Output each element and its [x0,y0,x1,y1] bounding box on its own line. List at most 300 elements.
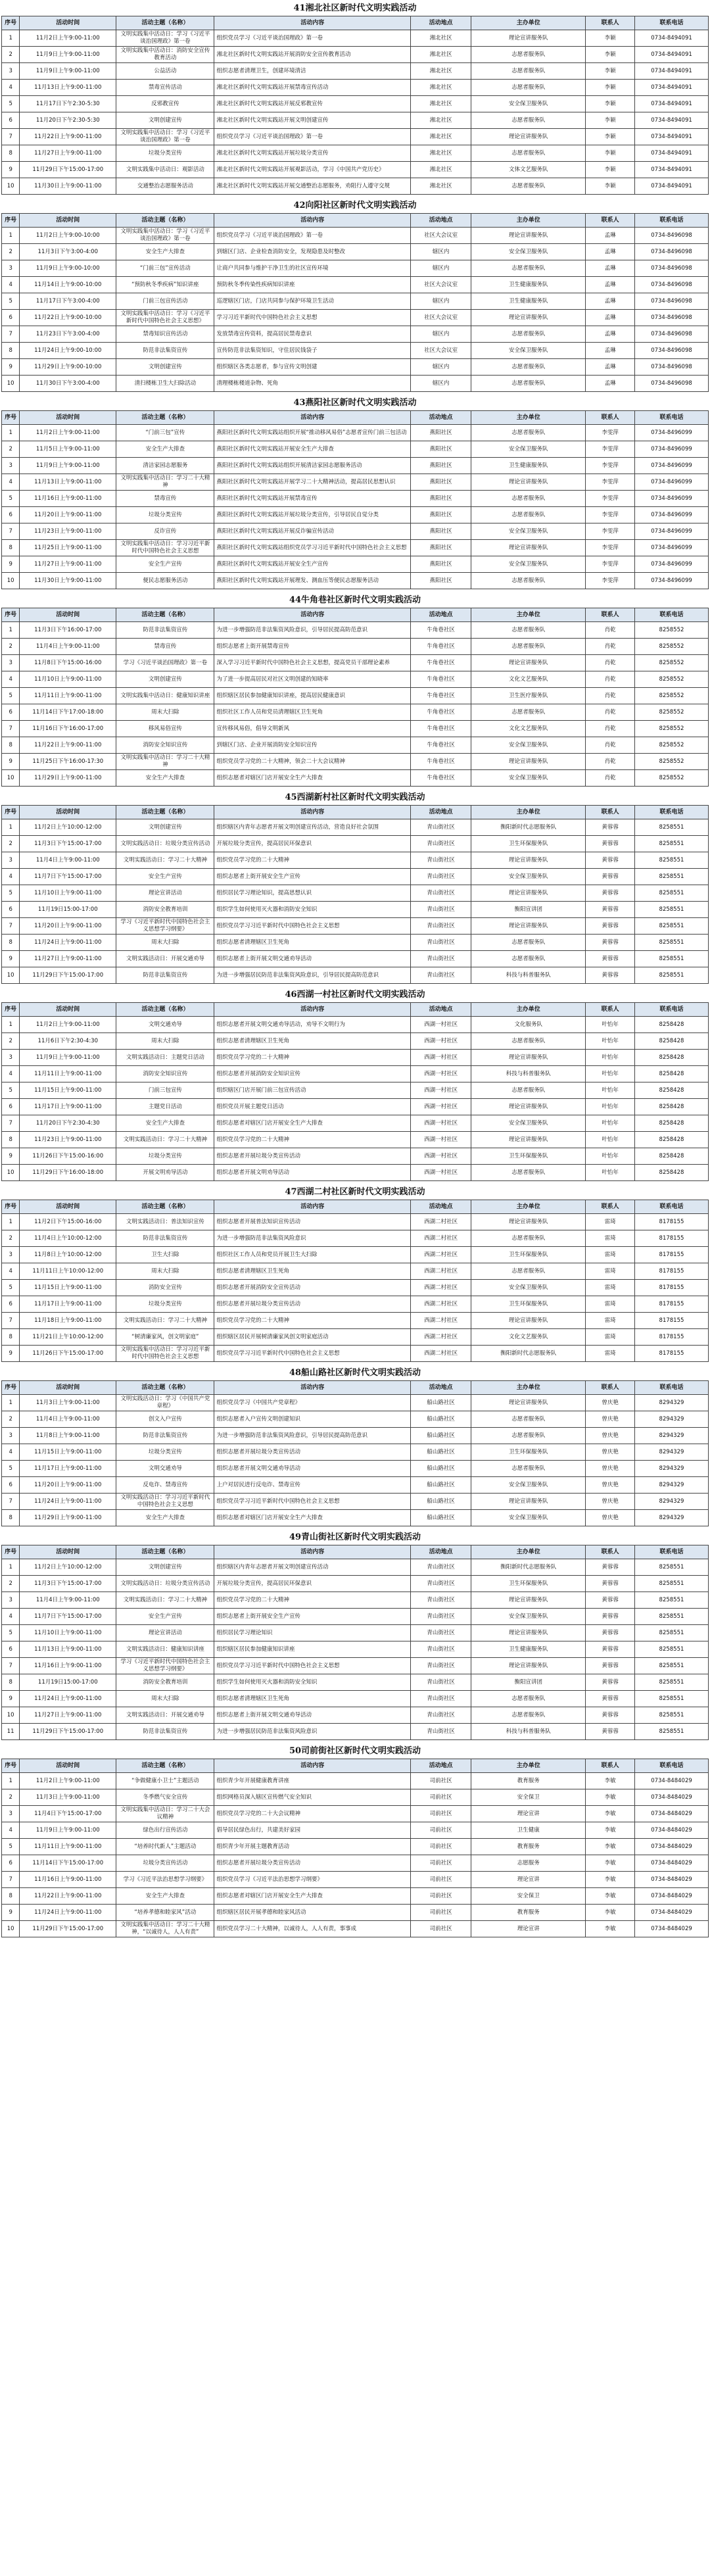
table-cell: 1 [2,1395,20,1411]
table-cell: 11月16日上午9:00-11:00 [20,491,116,507]
table-cell: 11月2日上午10:00-12:00 [20,1559,116,1576]
table-cell: 组织党员学习习近平新时代中国特色社会主义思想 [214,918,411,935]
table-cell: 理论宣讲服务队 [471,885,586,902]
table-cell: 0734-8494091 [634,30,708,47]
table-cell: 西湖二村社区 [411,1247,471,1263]
table-cell: 11月3日下午16:00-17:00 [20,622,116,639]
table-cell: 9 [2,754,20,770]
table-cell: 科技与科普服务队 [471,1066,586,1082]
column-header: 活动地点 [411,214,471,228]
table-row [2,343,709,359]
table-cell: 辖区内 [411,359,471,376]
table-cell: 冬季燃气安全宣传 [116,1789,214,1806]
section-title: 43燕阳社区新时代文明实践活动 [293,398,417,408]
table-cell: 理论宣讲服务队 [471,1592,586,1609]
table-cell: 卫生健康服务队 [471,1641,586,1658]
table-cell: 6 [2,1641,20,1658]
table-cell: 雷琦 [586,1346,635,1362]
table-cell: 文明实践活动日：健康知识讲座 [116,1641,214,1658]
table-cell: 安全生产大排查 [116,1510,214,1526]
table-row [2,1329,709,1346]
column-header: 活动内容 [214,1003,411,1017]
table-cell: 牛角巷社区 [411,737,471,754]
column-header: 活动地点 [411,1381,471,1395]
table-cell: 清扫楼栋卫生大扫除活动 [116,376,214,392]
column-header: 活动主题（名称） [116,1200,214,1214]
column-header: 活动内容 [214,1200,411,1214]
section-title: 46西湖一村社区新时代文明实践活动 [285,990,425,1000]
table-cell: 11月16日下午16:00-17:00 [20,721,116,737]
table-cell: 11月15日上午9:00-11:00 [20,1082,116,1099]
table-cell: 8258552 [634,639,708,655]
table-cell: 0734-8496099 [634,425,708,441]
column-header: 活动时间 [20,1545,116,1559]
table-row [2,951,709,967]
table-cell: 11月8日上午10:00-12:00 [20,1247,116,1263]
table-cell: 西湖一村社区 [411,1132,471,1148]
table-cell: 开展垃圾分类宣传，提高居民环保意识 [214,1576,411,1592]
table-cell: 周末大扫除 [116,1033,214,1050]
column-header: 联系人 [586,411,635,425]
table-cell: 7 [2,1658,20,1674]
table-cell: 理论宣讲 [471,1806,586,1822]
table-cell: 安全生产大排查 [116,1888,214,1905]
table-cell: 孟琳 [586,326,635,343]
column-header: 主办单位 [471,16,586,30]
table-cell: 文明实践集中活动日：学习习近平新时代中国特色社会主义思想 [116,540,214,556]
table-cell: 燕阳社区 [411,491,471,507]
table-cell: 燕阳社区 [411,573,471,589]
column-header: 联系电话 [634,806,708,819]
table-cell: 组织辖区居民开展树清廉家风创文明家庭活动 [214,1329,411,1346]
table-cell: 理论宣讲服务队 [471,852,586,869]
table-cell: 11月2日上午9:00-11:00 [20,1773,116,1789]
table-cell: 雷琦 [586,1329,635,1346]
table-cell: 0734-8496098 [634,376,708,392]
table-row [2,47,709,63]
table-cell: 6 [2,112,20,129]
table-cell: 周末大扫除 [116,704,214,721]
table-cell: 消防安全宣传 [116,1280,214,1296]
table-cell: 11月22日上午9:00-11:00 [20,129,116,145]
table-cell: 3 [2,1592,20,1609]
table-cell: 6 [2,1296,20,1313]
table-cell: 雷琦 [586,1280,635,1296]
table-cell: 志愿者服务队 [471,425,586,441]
table-cell: 司前社区 [411,1789,471,1806]
table-cell: 禁毒知识宣传活动 [116,326,214,343]
section-title: 48船山路社区新时代文明实践活动 [289,1368,421,1378]
table-row [2,1888,709,1905]
table-cell: 11月17日下午3:00-4:00 [20,293,116,310]
section [1,199,709,392]
table-cell: 11月4日上午9:00-11:00 [20,639,116,655]
table-cell: 李雯萍 [586,540,635,556]
table-cell: 青山街社区 [411,1609,471,1625]
table-cell: 开展文明劝导活动 [116,1165,214,1181]
table-cell: 文化服务队 [471,1017,586,1033]
table-cell: 肖乾 [586,754,635,770]
table-cell: 8 [2,1329,20,1346]
table-row [2,1066,709,1082]
column-header: 活动时间 [20,1759,116,1773]
table-cell: 6 [2,1099,20,1115]
table-cell: 志愿者服务队 [471,935,586,951]
table-cell: 燕阳社区 [411,441,471,458]
table-cell: 组织志愿者开展垃圾分类宣传活动 [214,1296,411,1313]
table-cell: 辖区内 [411,244,471,260]
table-cell: 8178155 [634,1247,708,1263]
table-cell: 11月23日下午3:00-4:00 [20,326,116,343]
table-cell: 司前社区 [411,1773,471,1789]
column-header: 联系电话 [634,1200,708,1214]
table-cell: 李颖 [586,80,635,96]
table-cell: 4 [2,671,20,688]
table-row [2,1230,709,1247]
table-cell: 燕阳社区新时代文明实践站开展学习二十大精神活动，提高居民思想认识 [214,474,411,491]
table-cell: 李雯萍 [586,474,635,491]
table-row [2,507,709,523]
table-cell: 西湖二村社区 [411,1313,471,1329]
table-cell: 2 [2,244,20,260]
table-cell: 卫生健康服务队 [471,458,586,474]
table-cell: 11月17日上午9:00-11:00 [20,1461,116,1477]
table-cell: 0734-8496099 [634,507,708,523]
column-header: 活动时间 [20,1200,116,1214]
table-cell: 组织党员学习《习近平谈治国理政》第一卷 [214,129,411,145]
header-row [2,411,709,425]
table-cell: 黄蓉蓉 [586,1707,635,1724]
table-cell: 曾庆艳 [586,1477,635,1494]
table-cell: 防范非法集资宣传 [116,1230,214,1247]
column-header: 主办单位 [471,1381,586,1395]
table-cell: 4 [2,869,20,885]
table-cell: 叶怡年 [586,1033,635,1050]
table-row [2,1444,709,1461]
table-cell: 防范非法集资宣传 [116,1724,214,1740]
table-cell: 门前三包宣传 [116,1082,214,1099]
table-cell: 11月22日上午9:00-10:00 [20,310,116,326]
table-cell: 安全生产大排查 [116,1115,214,1132]
table-cell: 理论宣讲服务队 [471,310,586,326]
activity-table [1,1759,709,1937]
table-cell: 文明实践集中活动日：学习二十大精神，“以诚待人，人人有责” [116,1921,214,1937]
table-cell: 为进一步增强防范非法集资风险意识 [214,1230,411,1247]
table-cell: 西湖一村社区 [411,1115,471,1132]
table-cell: 科技与科普服务队 [471,967,586,984]
table-row [2,1691,709,1707]
table-cell: 2 [2,1576,20,1592]
table-cell: 组织志愿者开展消防安全知识宣传 [214,1066,411,1082]
column-header: 活动主题（名称） [116,806,214,819]
table-cell: 理论宣讲 [471,1921,586,1937]
table-cell: 8 [2,1132,20,1148]
column-header: 主办单位 [471,806,586,819]
table-cell: 8258551 [634,902,708,918]
table-row [2,145,709,162]
column-header: 主办单位 [471,608,586,622]
section [1,396,709,589]
table-cell: 11月25日下午16:00-17:30 [20,754,116,770]
table-cell: 司前社区 [411,1839,471,1855]
table-cell: 西湖一村社区 [411,1148,471,1165]
table-cell: 西湖二村社区 [411,1214,471,1230]
table-cell: 志愿者服务队 [471,951,586,967]
table-cell: 志愿者服务队 [471,1033,586,1050]
table-cell: 8258551 [634,1592,708,1609]
table-row [2,1214,709,1230]
table-cell: 垃圾分类宣传活动 [116,1855,214,1872]
column-header: 活动内容 [214,608,411,622]
table-cell: 组织党员学习《习近平谈治国理政》第一卷 [214,228,411,244]
table-cell: 组织辖区门店开展门前三包宣传活动 [214,1082,411,1099]
table-cell: 7 [2,1494,20,1510]
table-cell: 曾庆艳 [586,1411,635,1428]
table-cell: 理论宣讲服务队 [471,1132,586,1148]
table-cell: 组织志愿者上街开展文明交通劝导活动 [214,1707,411,1724]
table-cell: 10 [2,376,20,392]
table-cell: 燕阳社区 [411,556,471,573]
table-cell: 11月4日上午10:00-12:00 [20,1230,116,1247]
table-cell: 西湖一村社区 [411,1017,471,1033]
header-row [2,1545,709,1559]
table-cell: 安全保卫服务队 [471,1115,586,1132]
table-cell: 文明创建宣传 [116,359,214,376]
table-cell: 8294329 [634,1395,708,1411]
table-row [2,474,709,491]
table-cell: 组织辖区内青年志愿者开展文明创建宣传活动，营造良好社会氛围 [214,819,411,836]
table-cell: 理论宣讲服务队 [471,754,586,770]
column-header: 活动地点 [411,16,471,30]
table-cell: 防范非法集资宣传 [116,622,214,639]
table-cell: 0734-8496098 [634,277,708,293]
table-row [2,573,709,589]
table-cell: 10 [2,1921,20,1937]
table-cell: 文明实践活动日：普法知识宣传 [116,1214,214,1230]
table-cell: 8178155 [634,1296,708,1313]
table-cell: 7 [2,523,20,540]
table-cell: 0734-8494091 [634,145,708,162]
table-cell: 志愿者服务队 [471,622,586,639]
table-cell: 文化文艺服务队 [471,721,586,737]
table-row [2,1165,709,1181]
table-cell: 7 [2,129,20,145]
table-cell: 卫生环保服务队 [471,1444,586,1461]
table-cell: 组织志愿者开展垃圾分类宣传活动 [214,1444,411,1461]
table-cell: 11月20日上午9:00-11:00 [20,918,116,935]
table-cell: 3 [2,852,20,869]
table-cell: 卫生健康服务队 [471,293,586,310]
table-cell: 志愿者服务队 [471,178,586,195]
table-cell: 0734-8484029 [634,1905,708,1921]
table-cell: 青山街社区 [411,1707,471,1724]
table-cell: 西湖一村社区 [411,1066,471,1082]
table-cell: 西湖一村社区 [411,1165,471,1181]
column-header: 序号 [2,214,20,228]
table-cell: 11月29日下午15:00-17:00 [20,1724,116,1740]
table-cell: 西湖二村社区 [411,1230,471,1247]
table-cell: 组织志愿者上街开展文明交通劝导活动 [214,951,411,967]
section-title: 42向阳社区新时代文明实践活动 [293,201,417,210]
table-cell: 4 [2,277,20,293]
column-header: 联系电话 [634,608,708,622]
table-cell: 9 [2,162,20,178]
table-cell: 青山街社区 [411,836,471,852]
section [1,1366,709,1526]
table-cell: 8258551 [634,1576,708,1592]
table-cell: 11月18日上午9:00-11:00 [20,1313,116,1329]
table-cell: 志愿者服务队 [471,1165,586,1181]
table-cell: 学习习近平新时代中国特色社会主义思想 [214,310,411,326]
table-row [2,1346,709,1362]
table-cell: 衡阳新时代志愿服务队 [471,1346,586,1362]
table-cell: 文明实践活动日：主题党日活动 [116,1050,214,1066]
table-cell: 辖区内 [411,376,471,392]
table-cell: 衡阳新时代志愿服务队 [471,819,586,836]
table-cell: 11月20日上午9:00-11:00 [20,1477,116,1494]
table-cell: 0734-8484029 [634,1773,708,1789]
table-row [2,1247,709,1263]
table-cell: 11月2日上午9:00-11:00 [20,30,116,47]
table-cell: 李雯萍 [586,425,635,441]
table-cell: 衡阳宣讲团 [471,902,586,918]
table-cell: 0734-8496099 [634,458,708,474]
table-cell: 志愿者服务队 [471,63,586,80]
header-row [2,806,709,819]
table-cell: 叶怡年 [586,1082,635,1099]
table-cell: 11月3日上午9:00-11:00 [20,1395,116,1411]
table-row [2,326,709,343]
table-cell: 青山街社区 [411,902,471,918]
table-cell: 11月13日上午9:00-11:00 [20,1641,116,1658]
table-cell: 11月9日上午9:00-11:00 [20,47,116,63]
section-title: 50司前街社区新时代文明实践活动 [289,1746,421,1756]
table-row [2,1658,709,1674]
table-cell: 反电诈、禁毒宣传 [116,1477,214,1494]
table-cell: 李雯萍 [586,573,635,589]
table-cell: 5 [2,688,20,704]
table-cell: 4 [2,80,20,96]
table-cell: 黄蓉蓉 [586,1674,635,1691]
table-cell: 开展垃圾分类宣传，提高居民环保意识 [214,836,411,852]
column-header: 活动地点 [411,1545,471,1559]
table-cell: 0734-8494091 [634,63,708,80]
table-cell: 11月14日下午15:00-17:00 [20,1855,116,1872]
table-cell: 组织青少年开展主题教育活动 [214,1839,411,1855]
table-cell: 9 [2,1691,20,1707]
column-header: 联系人 [586,1545,635,1559]
table-cell: 湘北社区 [411,129,471,145]
table-row [2,737,709,754]
table-cell: 安全保卫服务队 [471,1609,586,1625]
table-cell: 辖区内 [411,260,471,277]
table-cell: 文明实践活动日：垃圾分类宣传活动 [116,836,214,852]
table-cell: 组织志愿者对辖区门店开展安全生产大排查 [214,1888,411,1905]
table-cell: 燕阳社区新时代文明实践站开展理发、测血压等便民志愿服务活动 [214,573,411,589]
table-cell: 防范非法集资宣传 [116,1428,214,1444]
table-cell: 8294329 [634,1428,708,1444]
table-cell: 组织辖区居民参加健康知识讲座 [214,1641,411,1658]
table-cell: 11月24日上午9:00-11:00 [20,1905,116,1921]
table-cell: 李颖 [586,30,635,47]
table-cell: 0734-8496098 [634,228,708,244]
table-cell: 船山路社区 [411,1411,471,1428]
table-row [2,1099,709,1115]
table-cell: 安全保卫服务队 [471,441,586,458]
table-cell: 组织志愿者清理辖区卫生死角 [214,1691,411,1707]
table-cell: 8258551 [634,951,708,967]
table-cell: 11月29日上午9:00-10:00 [20,359,116,376]
table-cell: 为进一步增强防范非法集资风险意识，引导居民提高防范意识 [214,1428,411,1444]
table-cell: 8258428 [634,1050,708,1066]
activity-table [1,213,709,392]
table-cell: 肖乾 [586,737,635,754]
table-row [2,1806,709,1822]
table-cell: 11月10日上午9:00-11:00 [20,671,116,688]
table-cell: “门前三包”宣传 [116,425,214,441]
table-cell: 文明实践活动日：学习习近平新时代中国特色社会主义思想 [116,1494,214,1510]
column-header: 主办单位 [471,411,586,425]
column-header: 联系电话 [634,214,708,228]
table-cell: 移风易俗宣传 [116,721,214,737]
table-cell: 黄蓉蓉 [586,1576,635,1592]
table-row [2,655,709,671]
header-row [2,214,709,228]
table-cell: 11月8日下午15:00-16:00 [20,655,116,671]
table-cell: 教育服务 [471,1839,586,1855]
table-cell: 0734-8494091 [634,80,708,96]
table-cell: 发放禁毒宣传资料，提高居民禁毒意识 [214,326,411,343]
table-cell: 9 [2,1905,20,1921]
table-cell: 组织党员学习习近平新时代中国特色社会主义思想 [214,1658,411,1674]
table-cell: 11月24日上午9:00-10:00 [20,343,116,359]
table-cell: 0734-8484029 [634,1806,708,1822]
column-header: 序号 [2,1200,20,1214]
table-cell: 青山街社区 [411,1724,471,1740]
column-header: 联系电话 [634,16,708,30]
column-header: 活动时间 [20,1381,116,1395]
table-cell: 李颖 [586,162,635,178]
table-cell: 11月29日上午9:00-11:00 [20,1510,116,1526]
table-cell: 11月4日上午9:00-11:00 [20,852,116,869]
table-row [2,1082,709,1099]
table-cell: 湘北社区新时代文明实践站开展反邪教宣传 [214,96,411,112]
table-cell: 防范非法集资宣传 [116,343,214,359]
column-header: 活动主题（名称） [116,16,214,30]
table-cell: 青山街社区 [411,1674,471,1691]
table-cell: 10 [2,573,20,589]
table-cell: 8178155 [634,1214,708,1230]
table-cell: 垃圾分类宣传 [116,1444,214,1461]
table-cell: 李雯萍 [586,441,635,458]
table-cell: 8 [2,1888,20,1905]
table-cell: 11月30日上午9:00-11:00 [20,573,116,589]
table-cell: 8258428 [634,1033,708,1050]
table-cell: 3 [2,1050,20,1066]
table-cell: 8258551 [634,935,708,951]
table-cell: 交通整治志愿服务活动 [116,178,214,195]
table-row [2,935,709,951]
table-cell: 2 [2,1411,20,1428]
table-cell: 文明交通劝导 [116,1461,214,1477]
table-cell: 船山路社区 [411,1494,471,1510]
column-header: 序号 [2,1381,20,1395]
table-cell: 11月27日上午9:00-11:00 [20,1707,116,1724]
table-cell: 湘北社区新时代文明实践站开展文明创建宣传 [214,112,411,129]
column-header: 活动内容 [214,214,411,228]
table-cell: 湘北社区 [411,96,471,112]
table-cell: 11月7日下午15:00-17:00 [20,869,116,885]
